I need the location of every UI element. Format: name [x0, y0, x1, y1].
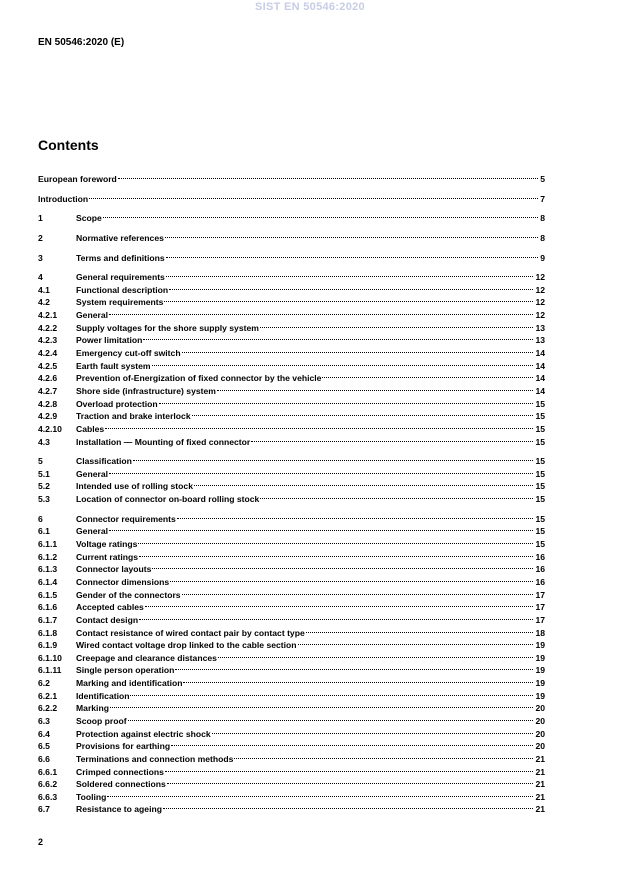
toc-dot-leader [103, 205, 538, 218]
toc-entry-number: 4.2.6 [38, 373, 58, 384]
toc-dot-leader [322, 365, 533, 378]
toc-dot-leader [169, 277, 533, 290]
toc-entry-title: Wired contact voltage drop linked to the cable section [76, 640, 297, 651]
toc-dot-leader [183, 670, 533, 683]
toc-entry-number: 6.2.1 [38, 690, 58, 701]
toc-entry-number: 3 [38, 252, 43, 263]
toc-entry-page: 15 [535, 411, 545, 422]
toc-entry-page: 12 [535, 284, 545, 295]
toc-entry-title: Tooling [76, 791, 107, 802]
toc-entry-number: 6.6.3 [38, 791, 58, 802]
toc-entry-page: 8 [540, 213, 545, 224]
toc-entry-title: Supply voltages for the shore supply system [76, 322, 259, 333]
toc-entry-page: 16 [535, 564, 545, 575]
toc-dot-leader [234, 746, 533, 759]
toc-entry-page: 20 [535, 703, 545, 714]
toc-entry-number: 2 [38, 232, 43, 243]
toc-entry-number: 5.3 [38, 494, 50, 505]
toc-entry-page: 20 [535, 715, 545, 726]
toc-entry-page: 14 [535, 360, 545, 371]
toc-entry-title: Earth fault system [76, 360, 151, 371]
toc-entry-number: 6.1.2 [38, 551, 58, 562]
toc-entry-page: 21 [535, 779, 545, 790]
toc-entry-page: 18 [535, 627, 545, 638]
toc-entry-number: 4.2.10 [38, 423, 62, 434]
toc-entry-page: 21 [535, 791, 545, 802]
toc-entry-page: 16 [535, 576, 545, 587]
toc-entry-number: 6.1.9 [38, 640, 58, 651]
toc-dot-leader [171, 733, 533, 746]
toc-entry-page: 8 [540, 232, 545, 243]
toc-entry-page: 13 [535, 322, 545, 333]
toc-dot-leader [128, 708, 534, 721]
toc-entry-number: 6 [38, 513, 43, 524]
toc-entry-title: Normative references [76, 232, 164, 243]
toc-entry-number: 6.1.4 [38, 576, 58, 587]
toc-dot-leader [167, 771, 534, 784]
toc-entry-page: 16 [535, 551, 545, 562]
toc-entry-title: General [76, 468, 109, 479]
toc-entry[interactable] [38, 248, 545, 261]
toc-entry-title: Scoop proof [76, 715, 127, 726]
toc-entry-title: Classification [76, 456, 132, 467]
toc-entry-title: European foreword [38, 174, 117, 184]
toc-entry-number: 4.2 [38, 297, 50, 308]
toc-entry-number: 4.1 [38, 284, 50, 295]
toc-dot-leader [107, 784, 533, 797]
toc-dot-leader [139, 544, 533, 557]
page-number: 2 [38, 837, 44, 847]
toc-entry-number: 6.1.1 [38, 539, 58, 550]
toc-entry-page: 15 [535, 456, 545, 467]
toc-dot-leader [152, 353, 534, 366]
toc-dot-leader [109, 518, 533, 531]
toc-dot-leader [163, 796, 533, 809]
toc-entry-title: General requirements [76, 272, 165, 283]
toc-entry-number: 6.1 [38, 526, 50, 537]
toc-entry-number: 6.3 [38, 715, 50, 726]
toc-dot-leader [139, 607, 533, 620]
toc-entry-title: Terminations and connection methods [76, 753, 234, 764]
toc-entry-page: 14 [535, 385, 545, 396]
toc-entry-title: General [76, 310, 109, 321]
toc-entry-number: 6.6.2 [38, 779, 58, 790]
toc-entry-page: 12 [535, 297, 545, 308]
toc-entry-page: 19 [535, 640, 545, 651]
toc-dot-leader [298, 632, 534, 645]
toc-entry-page: 15 [535, 513, 545, 524]
toc-entry-number: 5.2 [38, 481, 50, 492]
toc-entry-title: Contact resistance of wired contact pair by contact type [76, 627, 305, 638]
toc-entry-number: 6.5 [38, 741, 50, 752]
toc-entry-title: Current ratings [76, 551, 139, 562]
toc-entry-title: Connector layouts [76, 564, 152, 575]
table-of-contents [38, 169, 545, 815]
toc-dot-leader [260, 486, 533, 499]
toc-entry-number: 4 [38, 272, 43, 283]
toc-entry[interactable] [38, 799, 545, 815]
toc-entry-title: Resistance to ageing [76, 804, 162, 815]
toc-entry-title: Marking [76, 703, 109, 714]
toc-entry-title: Connector requirements [76, 513, 176, 524]
toc-entry-page: 5 [540, 174, 545, 184]
toc-entry-number: 6.1.6 [38, 602, 58, 613]
toc-entry-title: Crimped connections [76, 766, 164, 777]
toc-entry-title: Creepage and clearance distances [76, 652, 217, 663]
toc-entry-page: 15 [535, 526, 545, 537]
toc-entry-title: Functional description [76, 284, 169, 295]
toc-entry-title: Provisions for earthing [76, 741, 171, 752]
toc-entry-page: 15 [535, 481, 545, 492]
toc-entry-number: 1 [38, 213, 43, 224]
toc-dot-leader [175, 657, 533, 670]
toc-entry-title: Contact design [76, 614, 139, 625]
toc-entry-title: Soldered connections [76, 779, 166, 790]
toc-entry[interactable] [38, 189, 545, 202]
toc-entry-title: Protection against electric shock [76, 728, 211, 739]
toc-entry-page: 15 [535, 398, 545, 409]
toc-entry-title: Location of connector on-board rolling stock [76, 494, 260, 505]
toc-dot-leader [105, 416, 533, 429]
toc-entry-number: 4.3 [38, 436, 50, 447]
toc-entry-number: 5 [38, 456, 43, 467]
toc-dot-leader [251, 429, 533, 442]
toc-dot-leader [89, 186, 538, 199]
toc-entry-page: 17 [535, 614, 545, 625]
toc-dot-leader [152, 556, 533, 569]
toc-entry-page: 19 [535, 665, 545, 676]
toc-dot-leader [130, 683, 533, 696]
toc-entry-title: Terms and definitions [76, 252, 165, 263]
toc-entry-title: Scope [76, 213, 102, 224]
toc-entry[interactable] [38, 228, 545, 241]
toc-dot-leader [133, 448, 534, 461]
toc-entry-number: 6.7 [38, 804, 50, 815]
toc-entry-title: Single person operation [76, 665, 175, 676]
toc-entry-page: 19 [535, 678, 545, 689]
toc-dot-leader [143, 327, 533, 340]
toc-entry-page: 21 [535, 766, 545, 777]
toc-entry-number: 4.2.3 [38, 335, 58, 346]
toc-entry-number: 4.2.4 [38, 348, 58, 359]
toc-dot-leader [109, 302, 533, 315]
toc-entry-page: 21 [535, 804, 545, 815]
toc-entry-number: 4.2.5 [38, 360, 58, 371]
toc-dot-leader [182, 340, 534, 353]
toc-dot-leader [165, 759, 534, 772]
toc-entry-page: 15 [535, 468, 545, 479]
toc-entry-page: 15 [535, 494, 545, 505]
toc-entry-title: Traction and brake interlock [76, 411, 191, 422]
toc-entry-title: Emergency cut-off switch [76, 348, 181, 359]
toc-entry-title: Connector dimensions [76, 576, 170, 587]
toc-dot-leader [218, 645, 534, 658]
toc-dot-leader [170, 569, 533, 582]
toc-dot-leader [306, 620, 534, 633]
toc-entry-title: Prevention of-Energization of fixed connector by the vehicle [76, 373, 322, 384]
toc-dot-leader [145, 594, 534, 607]
toc-dot-leader [182, 582, 534, 595]
toc-entry-number: 6.1.3 [38, 564, 58, 575]
toc-entry-page: 17 [535, 602, 545, 613]
toc-entry-title: General [76, 526, 109, 537]
toc-entry-title: Marking and identification [76, 678, 183, 689]
toc-entry-title: Shore side (infrastructure) system [76, 385, 216, 396]
toc-entry-page: 14 [535, 373, 545, 384]
watermark: SIST EN 50546:2020 [255, 1, 365, 13]
toc-entry-page: 15 [535, 539, 545, 550]
toc-entry-number: 6.6.1 [38, 766, 58, 777]
toc-entry-title: Voltage ratings [76, 539, 138, 550]
toc-dot-leader [109, 461, 533, 474]
toc-entry-number: 4.2.8 [38, 398, 58, 409]
toc-entry-title: Installation — Mounting of fixed connector [76, 436, 251, 447]
toc-entry-number: 6.6 [38, 753, 50, 764]
toc-entry-page: 17 [535, 589, 545, 600]
toc-entry[interactable] [38, 169, 545, 182]
toc-entry-number: 6.2 [38, 678, 50, 689]
toc-dot-leader [110, 695, 533, 708]
toc-entry-page: 12 [535, 272, 545, 283]
toc-entry-number: 6.1.11 [38, 665, 62, 676]
toc-entry-page: 19 [535, 690, 545, 701]
toc-dot-leader [217, 378, 534, 391]
toc-entry-number: 4.2.9 [38, 411, 58, 422]
toc-dot-leader [166, 245, 539, 258]
toc-dot-leader [194, 473, 533, 486]
toc-dot-leader [212, 721, 534, 734]
page-title: Contents [38, 137, 99, 153]
toc-entry-title: Intended use of rolling stock [76, 481, 193, 492]
toc-entry-number: 6.1.7 [38, 614, 58, 625]
toc-entry-number: 6.1.5 [38, 589, 58, 600]
toc-entry-number: 4.2.2 [38, 322, 58, 333]
toc-dot-leader [192, 403, 534, 416]
toc-dot-leader [177, 506, 534, 519]
toc-entry-page: 15 [535, 436, 545, 447]
toc-dot-leader [260, 315, 534, 328]
toc-entry-page: 21 [535, 753, 545, 764]
toc-entry-page: 7 [540, 193, 545, 204]
toc-entry-title: System requirements [76, 297, 164, 308]
toc-entry-number: 5.1 [38, 468, 50, 479]
toc-entry-page: 12 [535, 310, 545, 321]
toc-entry-page: 15 [535, 423, 545, 434]
toc-entry-number: 6.2.2 [38, 703, 58, 714]
toc-entry[interactable] [38, 208, 545, 224]
document-id: EN 50546:2020 (E) [38, 37, 125, 48]
toc-entry-page: 9 [540, 252, 545, 263]
toc-entry-number: 6.4 [38, 728, 50, 739]
toc-dot-leader [165, 225, 538, 238]
toc-entry-title: Cables [76, 423, 105, 434]
toc-dot-leader [118, 166, 538, 179]
toc-entry-page: 20 [535, 741, 545, 752]
toc-entry-page: 20 [535, 728, 545, 739]
toc-entry-page: 13 [535, 335, 545, 346]
toc-entry-number: 6.1.10 [38, 652, 62, 663]
toc-dot-leader [138, 531, 533, 544]
toc-entry-number: 4.2.1 [38, 310, 58, 321]
toc-entry-title: Gender of the connectors [76, 589, 181, 600]
toc-entry-title: Overload protection [76, 398, 158, 409]
toc-dot-leader [159, 391, 534, 404]
toc-dot-leader [166, 264, 534, 277]
toc-entry-number: 6.1.8 [38, 627, 58, 638]
toc-dot-leader [164, 289, 533, 302]
toc-entry-page: 14 [535, 348, 545, 359]
toc-entry-title: Introduction [38, 193, 89, 204]
toc-entry[interactable] [38, 432, 545, 445]
toc-entry-page: 19 [535, 652, 545, 663]
toc-entry-number: 4.2.7 [38, 385, 58, 396]
toc-entry-title: Identification [76, 690, 130, 701]
toc-entry-title: Accepted cables [76, 602, 144, 613]
toc-entry-title: Power limitation [76, 335, 143, 346]
